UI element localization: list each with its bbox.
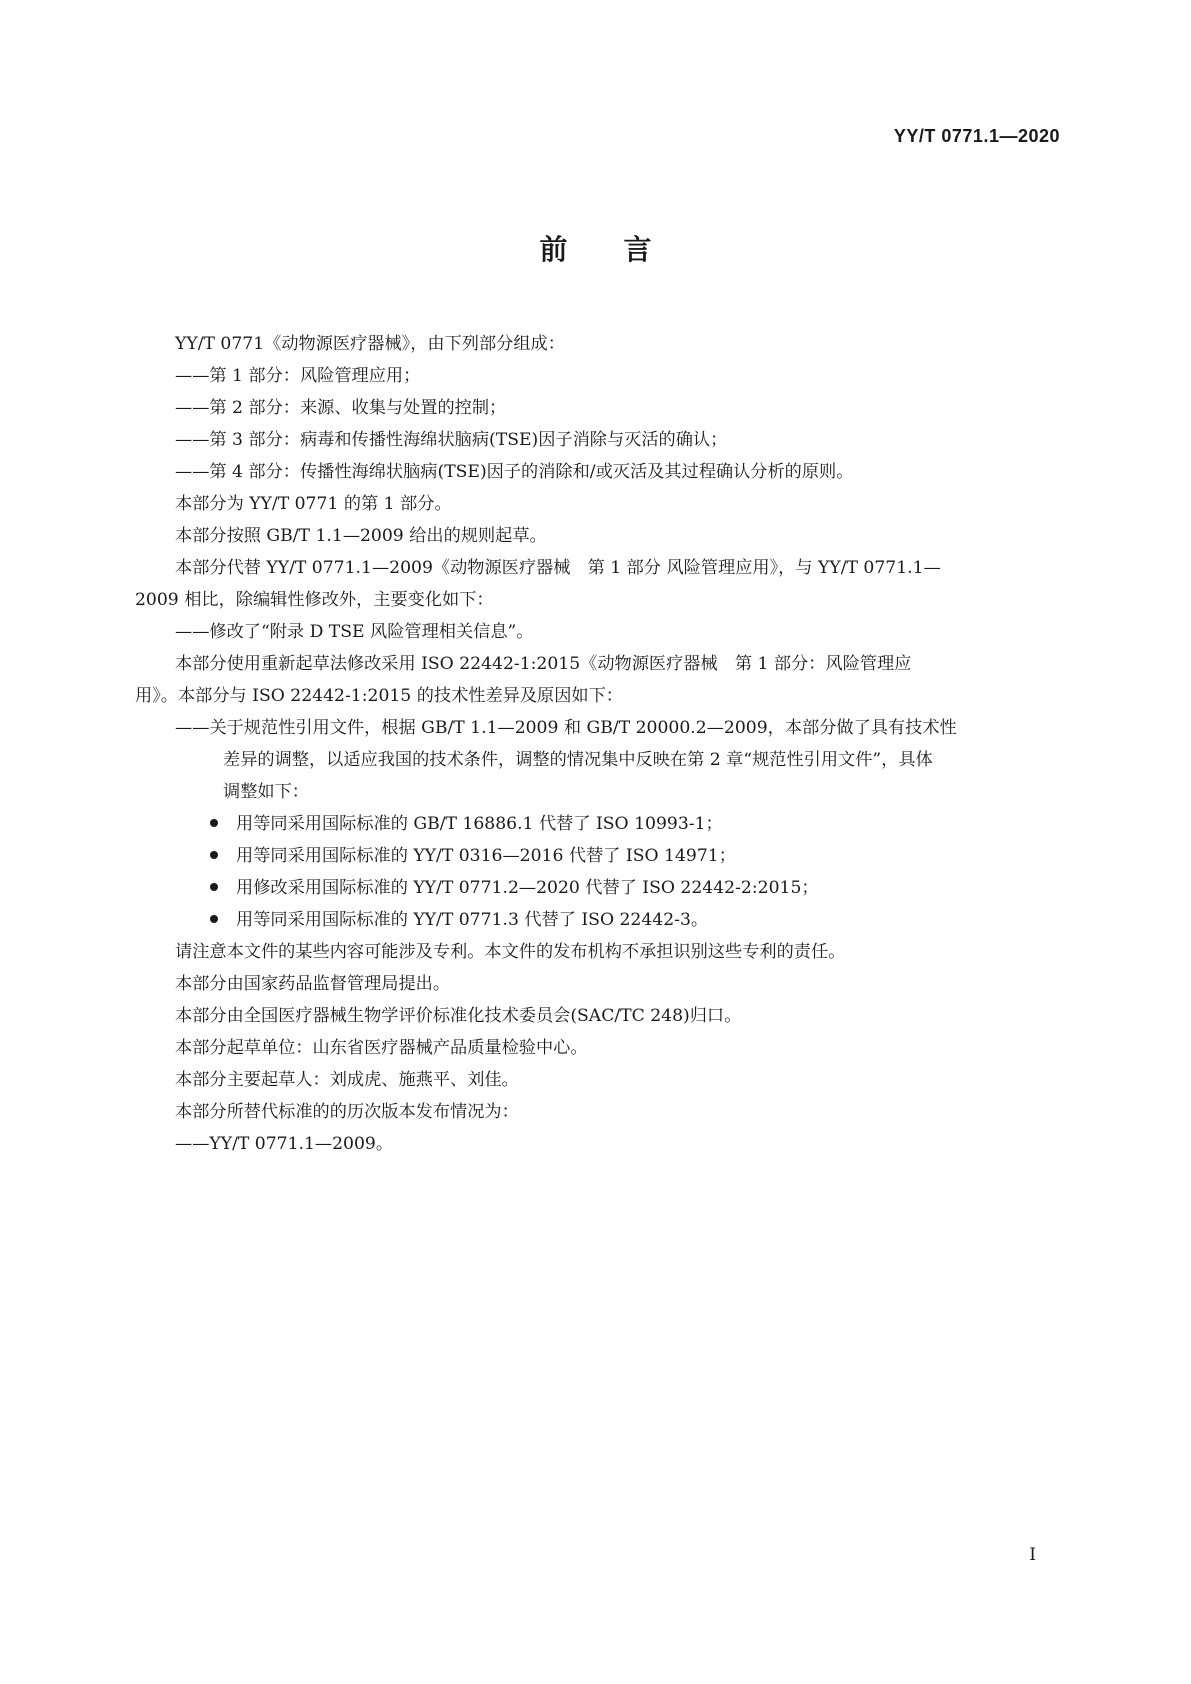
part-list-item: ——第 2 部分：来源、收集与处置的控制；: [175, 398, 507, 418]
part-list-item: ——第 3 部分：病毒和传播性海绵状脑病(TSE)因子消除与灭活的确认；: [175, 430, 728, 450]
difference-item-line3: 调整如下：: [223, 782, 309, 802]
bullet-text: 用等同采用国际标准的 YY/T 0771.3 代替了 ISO 22442-3。: [236, 910, 709, 930]
bullet-text: 用修改采用国际标准的 YY/T 0771.2—2020 代替了 ISO 22442-2:2015；: [236, 878, 819, 898]
part-list-item: ——第 1 部分：风险管理应用；: [175, 366, 421, 386]
bullet-icon: [210, 883, 218, 891]
bullet-icon: [210, 915, 218, 923]
difference-item-line2: 差异的调整，以适应我国的技术条件，调整的情况集中反映在第 2 章“规范性引用文件”，具体: [223, 750, 933, 770]
change-list-item: ——修改了“附录 D TSE 风险管理相关信息”。: [175, 622, 534, 642]
committee-statement: 本部分由全国医疗器械生物学评价标准化技术委员会(SAC/TC 248)归口。: [175, 1006, 742, 1026]
drafting-unit-statement: 本部分起草单位：山东省医疗器械产品质量检验中心。: [175, 1038, 588, 1058]
patent-notice: 请注意本文件的某些内容可能涉及专利。本文件的发布机构不承担识别这些专利的责任。: [175, 942, 846, 962]
bullet-list-item: [135, 904, 1057, 936]
history-item: ——YY/T 0771.1—2009。: [175, 1134, 394, 1154]
part-statement: 本部分为 YY/T 0771 的第 1 部分。: [175, 494, 452, 514]
page-number: I: [1029, 1545, 1036, 1565]
replacement-statement-line2: 2009 相比，除编辑性修改外，主要变化如下：: [135, 590, 494, 610]
bullet-list-item: [135, 808, 1057, 840]
adoption-statement-line1: 本部分使用重新起草法修改采用 ISO 22442-1:2015《动物源医疗器械 第 1 部分：风险管理应: [175, 654, 912, 674]
drafting-rules-statement: 本部分按照 GB/T 1.1—2009 给出的规则起草。: [175, 526, 547, 546]
page-title: 前言: [539, 233, 708, 266]
replacement-statement-line1: 本部分代替 YY/T 0771.1—2009《动物源医疗器械 第 1 部分 风险管理应用》，与 YY/T 0771.1—: [175, 558, 941, 578]
bullet-icon: [210, 819, 218, 827]
drafters-statement: 本部分主要起草人：刘成虎、施燕平、刘佳。: [175, 1070, 519, 1090]
bullet-text: 用等同采用国际标准的 GB/T 16886.1 代替了 ISO 10993-1；: [236, 814, 723, 834]
part-list-item: ——第 4 部分：传播性海绵状脑病(TSE)因子的消除和/或灭活及其过程确认分析的原则。: [175, 462, 854, 482]
intro-paragraph: YY/T 0771《动物源医疗器械》，由下列部分组成：: [175, 334, 565, 354]
bullet-text: 用等同采用国际标准的 YY/T 0316—2016 代替了 ISO 14971；: [236, 846, 736, 866]
proposer-statement: 本部分由国家药品监督管理局提出。: [175, 974, 451, 994]
difference-item-line1: ——关于规范性引用文件，根据 GB/T 1.1—2009 和 GB/T 20000.2—2009，本部分做了具有技术性: [175, 718, 957, 738]
document-code: YY/T 0771.1—2020: [893, 126, 1060, 146]
document-body: [135, 328, 1057, 1160]
bullet-list-item: [135, 872, 1057, 904]
history-heading: 本部分所替代标准的的历次版本发布情况为：: [175, 1102, 519, 1122]
bullet-icon: [210, 851, 218, 859]
bullet-list-item: [135, 840, 1057, 872]
adoption-statement-line2: 用》。本部分与 ISO 22442-1:2015 的技术性差异及原因如下：: [135, 686, 623, 706]
